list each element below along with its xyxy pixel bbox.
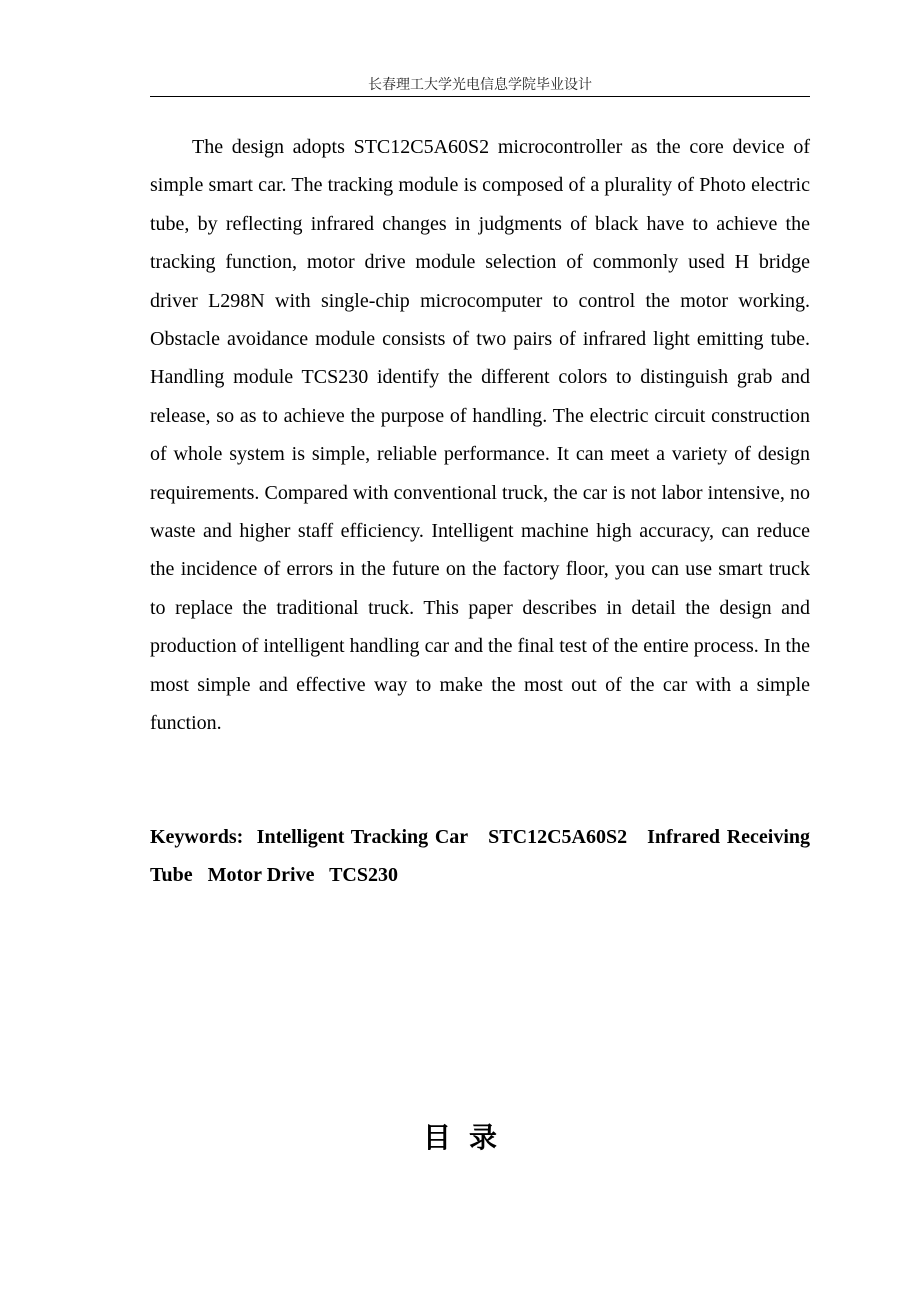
keyword-term: Motor Drive <box>207 864 315 887</box>
abstract-paragraph: The design adopts STC12C5A60S2 microcontroller as the core device of simple smart car. The tracking module is composed of a plurality of Photo electric tube, by reflecting infrared changes in judgments of black have to achieve the tracking function, motor drive module selection of commonly used H bridge driver L298N with single-chip microcomputer to control the motor working. Obstacle avoidance module consists of two pairs of infrared light emitting tube. Handling module TCS230 identify the different colors to distinguish grab and release, so as to achieve the purpose of handling. The electric circuit construction of whole system is simple, reliable performance. It can meet a variety of design requirements. Compared with conventional truck, the car is not labor intensive, no waste and higher staff efficiency. Intelligent machine high accuracy, can reduce the incidence of errors in the future on the factory floor, you can use smart truck to replace the traditional truck. This paper describes in detail the design and production of intelligent handling car and the final test of the entire process. In the most simple and effective way to make the most out of the car with a simple function. <box>150 136 810 735</box>
running-header: 长春理工大学光电信息学院毕业设计 <box>150 74 810 97</box>
keywords-label: Keywords: <box>150 826 244 848</box>
toc-title: 目录 <box>422 1121 515 1154</box>
keywords-line <box>150 818 815 895</box>
keyword-term: TCS230 <box>329 864 398 887</box>
keyword-term: Intelligent Tracking Car <box>256 826 469 848</box>
keyword-term: STC12C5A60S2 <box>488 826 628 848</box>
keyword-term: Infrared Receiving Tube <box>150 826 815 887</box>
